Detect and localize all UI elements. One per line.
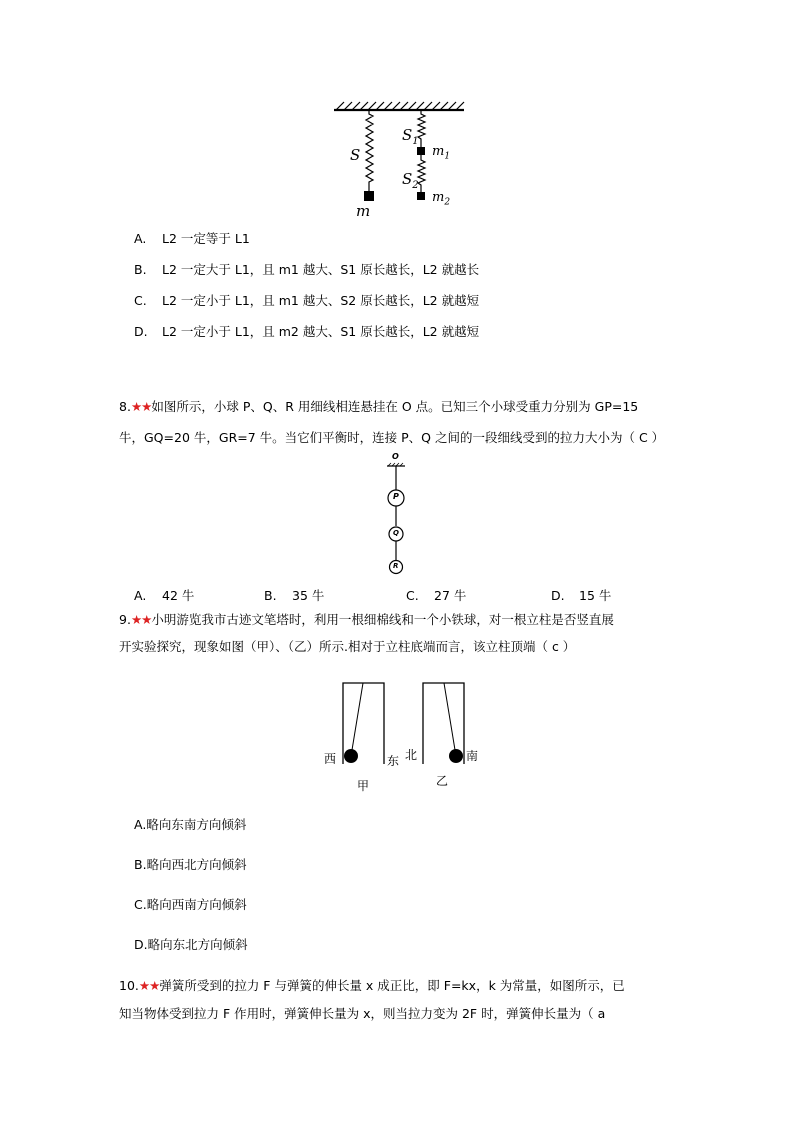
spring-figure xyxy=(320,96,480,221)
q8-option-a[interactable]: A. 42 牛 xyxy=(134,588,195,603)
q8-option-b[interactable]: B. 35 牛 xyxy=(264,588,325,603)
direction-west: 西 xyxy=(324,752,337,766)
q9-option-a[interactable]: A.略向东南方向倾斜 xyxy=(134,817,247,832)
ball-chain-figure xyxy=(376,454,418,578)
q9-number: 9. xyxy=(119,612,131,627)
q8-stem xyxy=(119,398,638,416)
q9-option-b[interactable]: B.略向西北方向倾斜 xyxy=(134,857,247,872)
q10-difficulty-stars: ★★ xyxy=(138,978,160,993)
caption-yi: 乙 xyxy=(436,774,449,788)
fig-label-o: O xyxy=(392,452,399,461)
label-s1: $S_1$ xyxy=(402,126,419,147)
label-s: S xyxy=(350,146,361,164)
ball-label-q: Q xyxy=(393,529,399,537)
q9-stem xyxy=(119,611,614,629)
label-m2: $m_2$ xyxy=(432,190,451,208)
direction-north: 北 xyxy=(405,748,418,762)
q8-option-d[interactable]: D. 15 牛 xyxy=(551,588,612,603)
q10-number: 10. xyxy=(119,978,139,993)
label-m1: $m_1$ xyxy=(432,144,451,162)
label-s2: $S_2$ xyxy=(402,170,419,191)
q10-stem-line2: 知当物体受到拉力 F 作用时，弹簧伸长量为 x，则当拉力变为 2F 时，弹簧伸长量为（ a xyxy=(119,1006,606,1021)
q8-number: 8. xyxy=(119,399,131,414)
direction-east: 东 xyxy=(387,754,400,768)
q9-stem-line2: 开实验探究，现象如图（甲）、（乙）所示.相对于立柱底端而言，该立柱顶端（ c ） xyxy=(119,639,576,654)
q7-option-b[interactable]: B. L2 一定大于 L1，且 m1 越大、S1 原长越长，L2 就越长 xyxy=(134,262,480,277)
q8-stem-line2: 牛，GQ=20 牛，GR=7 牛。当它们平衡时，连接 P、Q 之间的一段细线受到的拉力大小为（ C ） xyxy=(119,430,665,445)
q7-option-d[interactable]: D. L2 一定小于 L1，且 m2 越大、S1 原长越长，L2 就越短 xyxy=(134,324,480,339)
label-m: m xyxy=(356,202,371,220)
ball-label-p: P xyxy=(393,492,399,501)
q8-option-c[interactable]: C. 27 牛 xyxy=(406,588,467,603)
q9-difficulty-stars: ★★ xyxy=(130,612,152,627)
direction-south: 南 xyxy=(466,749,479,763)
ball-label-r: R xyxy=(393,562,399,570)
q8-difficulty-stars: ★★ xyxy=(130,399,152,414)
q9-option-d[interactable]: D.略向东北方向倾斜 xyxy=(134,937,248,952)
q7-option-a[interactable]: A. L2 一定等于 L1 xyxy=(134,231,250,246)
q10-line1: 弹簧所受到的拉力 F 与弹簧的伸长量 x 成正比，即 F=kx，k 为常量，如图所示，已 xyxy=(159,978,625,993)
caption-jia: 甲 xyxy=(357,779,370,793)
q7-option-c[interactable]: C. L2 一定小于 L1，且 m1 越大、S2 原长越长，L2 就越短 xyxy=(134,293,480,308)
q8-line1: 如图所示，小球 P、Q、R 用细线相连悬挂在 O 点。已知三个小球受重力分别为 GP=15 xyxy=(151,399,639,414)
q10-stem xyxy=(119,977,625,995)
q9-line1: 小明游览我市古迹文笔塔时，利用一根细棉线和一个小铁球，对一根立柱是否竖直展 xyxy=(151,612,614,627)
q9-option-c[interactable]: C.略向西南方向倾斜 xyxy=(134,897,247,912)
